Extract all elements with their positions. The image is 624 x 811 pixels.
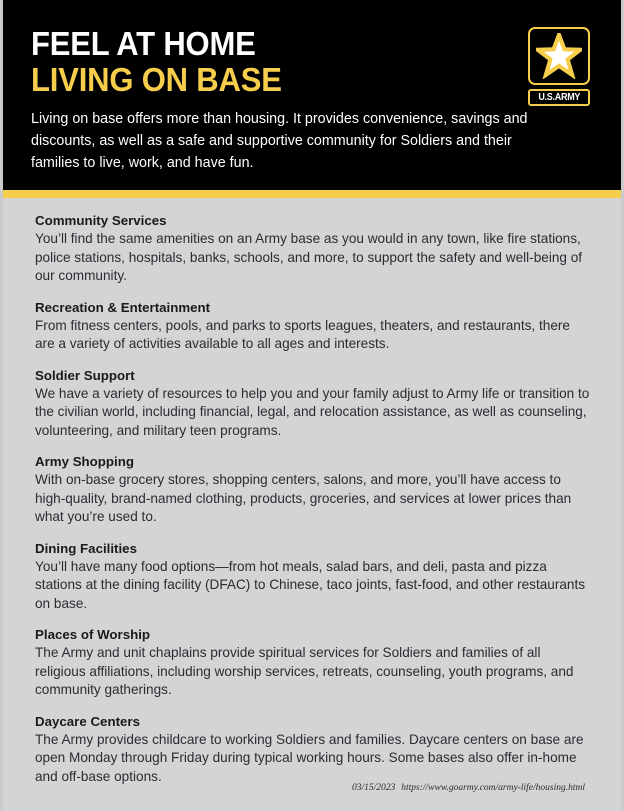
section-heading: Dining Facilities <box>35 540 137 556</box>
section-recreation-entertainment <box>35 299 591 354</box>
page-title-line-2: LIVING ON BASE <box>31 61 282 98</box>
section-daycare-centers <box>35 713 591 787</box>
logo-wordmark-badge <box>528 89 590 106</box>
logo-star-frame <box>528 27 590 85</box>
section-places-of-worship <box>35 626 591 700</box>
section-body: You’ll find the same amenities on an Army base as you would in any town, like fire stations, police stations, hospitals, banks, schools, and more, to support the safety and well-being of our community. <box>35 231 583 283</box>
section-body: We have a variety of resources to help you and your family adjust to Army life or transition to the civilian world, including financial, legal, and relocation assistance, as well as counseling, volunteering, and military teen programs. <box>35 385 590 438</box>
header-subtitle: Living on base offers more than housing. It provides convenience, savings and discounts, as well as a safe and supportive community for Soldiers and their families to live, work, and have fun. <box>31 111 528 171</box>
footer <box>352 783 585 793</box>
section-community-services <box>35 212 591 286</box>
us-army-logo <box>525 27 593 106</box>
section-body: You’ll have many food options—from hot meals, salad bars, and deli, pasta and pizza stations at the dining facility (DFAC) to Chinese, taco joints, fast-food, and other restaurants on base. <box>35 558 586 611</box>
section-body: From fitness centers, pools, and parks to sports leagues, theaters, and restaurants, there are a variety of activities available to all ages and interests. <box>35 317 570 351</box>
section-body: With on-base grocery stores, shopping centers, salons, and more, you’ll have access to high-quality, brand-named clothing, products, groceries, and services at lower prices than what you’re used to. <box>35 472 572 524</box>
footer-date: 03/15/2023 <box>351 783 396 793</box>
section-heading: Community Services <box>35 213 167 228</box>
section-heading: Recreation & Entertainment <box>35 299 211 315</box>
footer-url[interactable]: https://www.goarmy.com/army-life/housing.html <box>401 783 585 793</box>
star-icon <box>536 33 582 79</box>
section-army-shopping <box>35 453 591 527</box>
section-body: The Army provides childcare to working Soldiers and families. Daycare centers on base are open Monday through Friday during typical working hours. Some bases also offer in-home and off-base options. <box>35 731 584 784</box>
content-area <box>3 198 621 786</box>
section-body: The Army and unit chaplains provide spiritual services for Soldiers and families of all religious affiliations, including worship services, retreats, counseling, youth programs, and community gatherings. <box>35 645 574 697</box>
section-heading: Army Shopping <box>35 454 134 469</box>
section-soldier-support <box>35 367 591 441</box>
document-header <box>3 0 621 190</box>
section-dining-facilities <box>35 540 591 614</box>
section-heading: Places of Worship <box>35 627 151 642</box>
header-inner <box>31 0 593 190</box>
gold-divider-bar <box>3 190 621 198</box>
page-title-line-1: FEEL AT HOME <box>31 25 256 62</box>
title-block <box>31 26 298 98</box>
logo-wordmark-text: U.S.ARMY <box>538 92 580 103</box>
section-heading: Soldier Support <box>35 367 135 383</box>
section-heading: Daycare Centers <box>35 713 140 729</box>
